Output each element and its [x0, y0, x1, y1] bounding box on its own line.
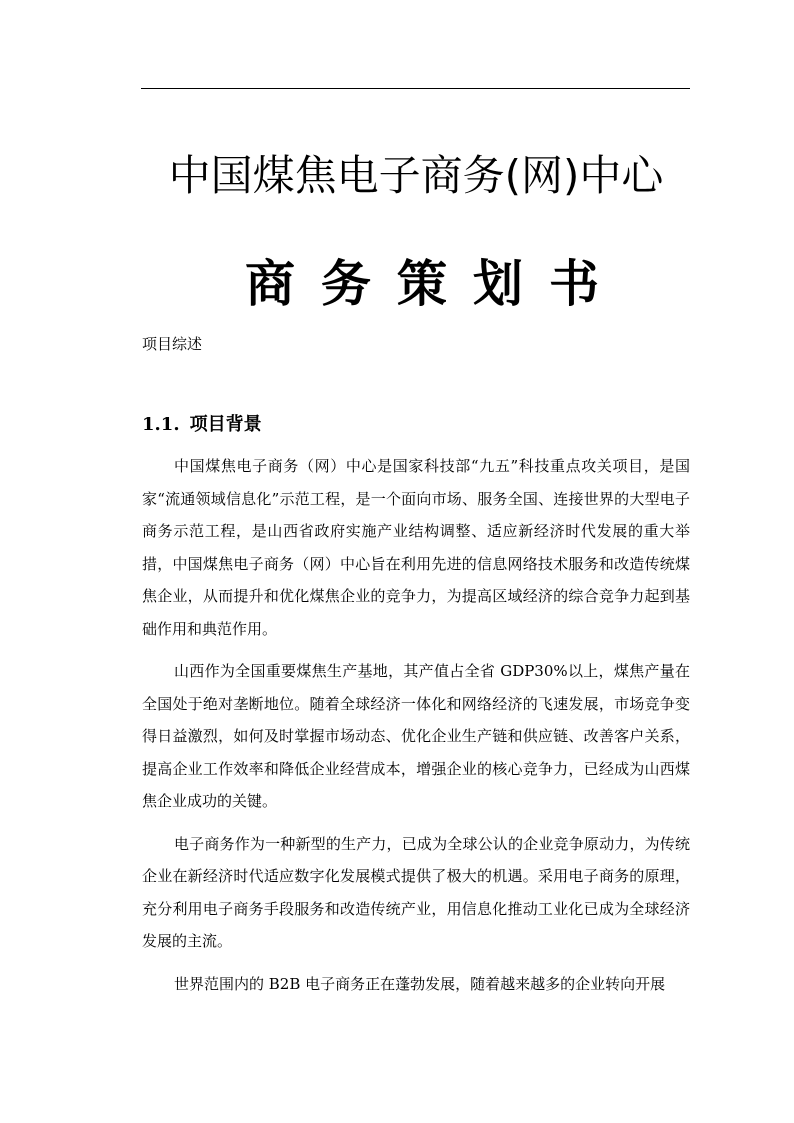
- paragraph-background-3: 电子商务作为一种新型的生产力，已成为全球公认的企业竞争原动力，为传统企业在新经济时代适应数字化发展模式提供了极大的机遇。采用电子商务的原理，充分利用电子商务手段服务和改造传统产业，用信息化推动工业化已成为全球经济发展的主流。: [142, 834, 690, 950]
- section-heading: [142, 412, 262, 438]
- paragraph-background-2: 山西作为全国重要煤焦生产基地，其产值占全省 GDP30%以上，煤焦产量在全国处于绝对垄断地位。随着全球经济一体化和网络经济的飞速发展，市场竞争变得日益激烈，如何及时掌握市场动态、优化企业生产链和供应链、改善客户关系，提高企业工作效率和降低企业经营成本，增强企业的核心竞争力，已经成为山西煤焦企业成功的关键。: [142, 662, 690, 810]
- overview-label: 项目综述: [142, 335, 203, 353]
- document-subtitle: 商务策划书: [245, 254, 625, 313]
- paragraph-background-4: 世界范围内的 B2B 电子商务正在蓬勃发展，随着越来越多的企业转向开展: [174, 974, 666, 993]
- header-rule: [141, 88, 690, 89]
- section-title: 项目背景: [189, 413, 262, 435]
- body-text: [142, 450, 690, 1010]
- paragraph-background-1: 中国煤焦电子商务（网）中心是国家科技部“九五”科技重点攻关项目，是国家“流通领域信息化”示范工程，是一个面向市场、服务全国、连接世界的大型电子商务示范工程，是山西省政府实施产业结构调整、适应新经济时代发展的重大举措，中国煤焦电子商务（网）中心旨在利用先进的信息网络技术服务和改造传统煤焦企业，从而提升和优化煤焦企业的竞争力，为提高区域经济的综合竞争力起到基础作用和典范作用。: [142, 457, 690, 638]
- document-title: 中国煤焦电子商务(网)中心: [168, 151, 664, 201]
- section-number: 1.1.: [142, 413, 180, 435]
